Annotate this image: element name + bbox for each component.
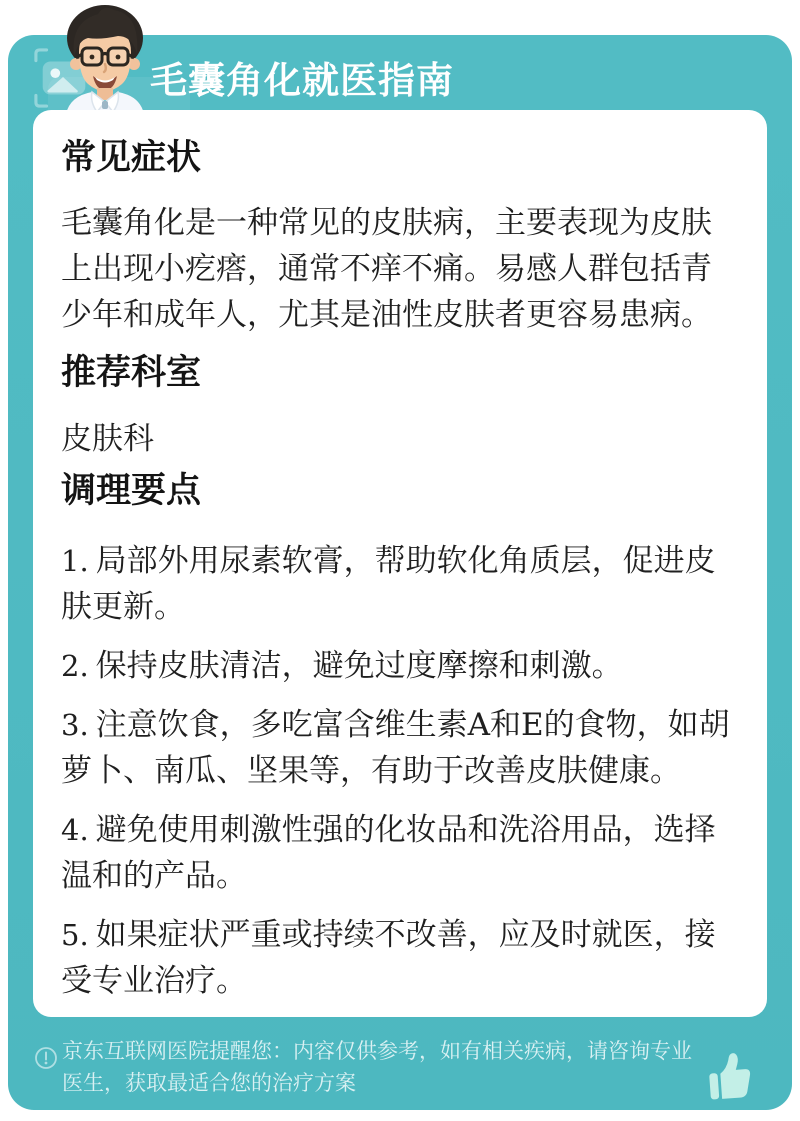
page-title: 毛囊角化就医指南 [150,60,454,101]
care-tip-item [61,912,739,1004]
item-text: 如果症状严重或持续不改善，应及时就医，接受专业治疗。 [61,917,716,999]
thumbs-up-icon[interactable] [698,1045,758,1107]
symptoms-paragraph: 毛囊角化是一种常见的皮肤病，主要表现为皮肤上出现小疙瘩，通常不痒不痛。易感人群包括青少年和成年人，尤其是油性皮肤者更容易患病。 [61,205,712,333]
item-text: 局部外用尿素软膏，帮助软化角质层，促进皮肤更新。 [61,543,716,625]
footer-disclaimer: 京东互联网医院提醒您：内容仅供参考，如有相关疾病，请咨询专业医生，获取最适合您的治疗方案 [62,1040,692,1095]
care-tip-item [61,643,739,689]
content-card [33,110,767,1017]
care-tip-item [61,807,739,899]
care-tip-item [61,702,739,794]
info-icon [34,1046,58,1070]
department-paragraph: 皮肤科 [61,421,154,457]
item-number: 1. [61,544,89,578]
section-heading-symptoms: 常见症状 [61,138,202,177]
item-number: 2. [61,649,89,683]
section-heading-care-tips: 调理要点 [61,471,202,510]
item-text: 避免使用刺激性强的化妆品和洗浴用品，选择温和的产品。 [61,812,716,894]
section-heading-department: 推荐科室 [61,353,202,392]
item-text: 注意饮食，多吃富含维生素A和E的食物，如胡萝卜、南瓜、坚果等，有助于改善皮肤健康。 [61,707,730,789]
item-text: 保持皮肤清洁，避免过度摩擦和刺激。 [95,648,623,684]
item-number: 5. [61,918,89,952]
item-number: 3. [61,708,89,742]
doctor-avatar [52,2,158,114]
care-tip-item [61,538,739,630]
item-number: 4. [61,813,89,847]
